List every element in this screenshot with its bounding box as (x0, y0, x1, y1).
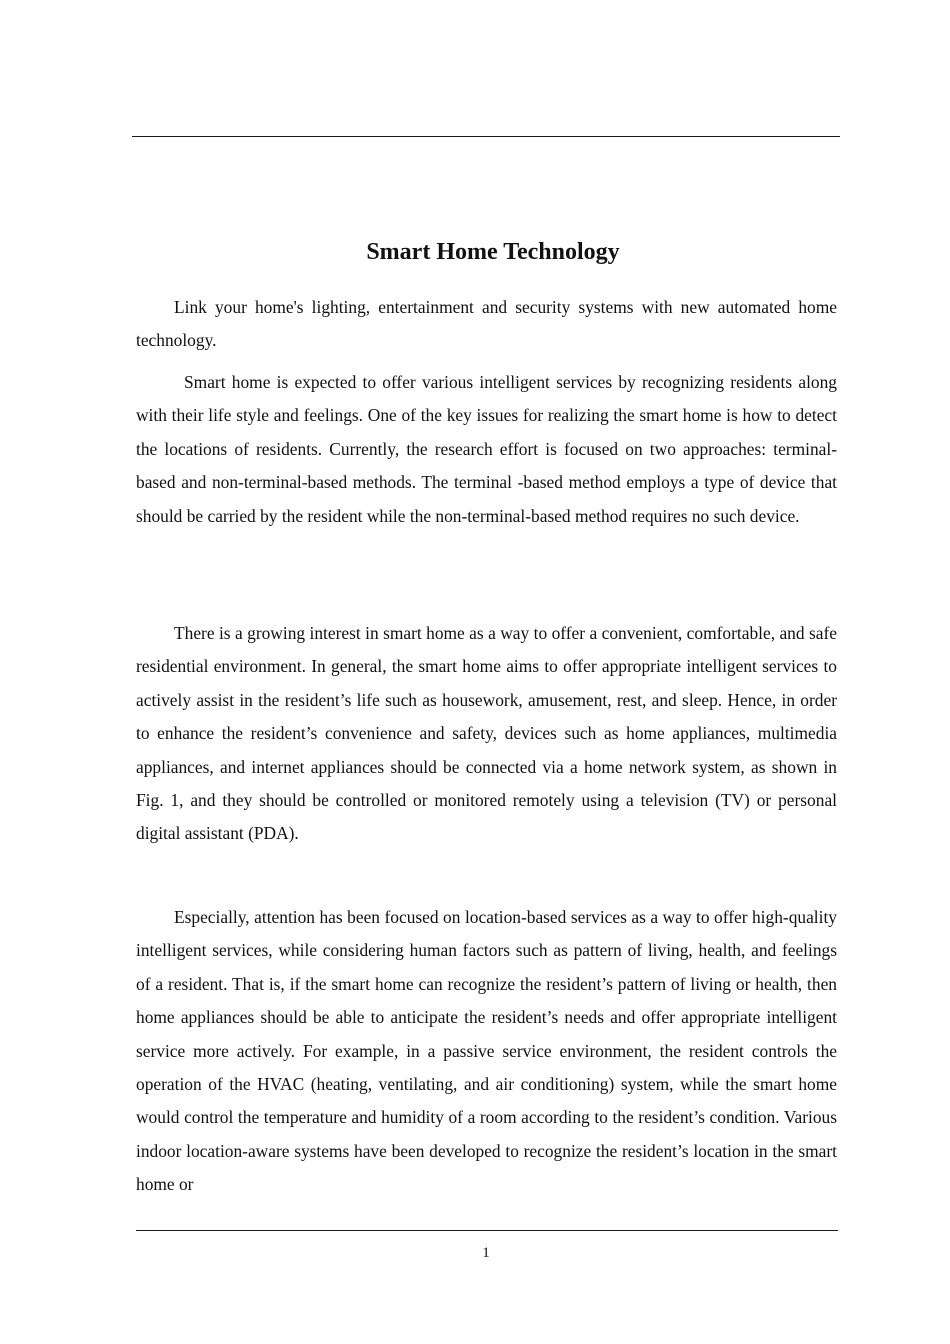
paragraph-location-services: Especially, attention has been focused on location-based services as a way to offer high-quality intelligent services, while considering human factors such as pattern of living, health, and feelings of a resident. That is, if the smart home can recognize the resident’s pattern of living or health, then home appliances should be able to anticipate the resident’s needs and offer appropriate intelligent service more actively. For example, in a passive service environment, the resident controls the operation of the HVAC (heating, ventilating, and air conditioning) system, while the smart home would control the temperature and humidity of a room according to the resident’s condition. Various indoor location-aware systems have been developed to recognize the resident’s location in the smart home or (136, 907, 837, 1195)
page-number: 1 (482, 1245, 490, 1261)
footer-rule (136, 1230, 838, 1231)
paragraph-intro: Link your home's lighting, entertainment and security systems with new automated home technology. (136, 297, 837, 351)
page-title: Smart Home Technology (366, 239, 620, 266)
paragraph-interest: There is a growing interest in smart home as a way to offer a convenient, comfortable, and safe residential environment. In general, the smart home aims to offer appropriate intelligent services to actively assist in the resident’s life such as housework, amusement, rest, and sleep. Hence, in order to enhance the resident’s convenience and safety, devices such as home appliances, multimedia appliances, and internet appliances should be connected via a home network system, as shown in Fig. 1, and they should be controlled or monitored remotely using a television (TV) or personal digital assistant (PDA). (136, 623, 837, 844)
paragraph-overview: Smart home is expected to offer various intelligent services by recognizing residents along with their life style and feelings. One of the key issues for realizing the smart home is how to detect the locations of residents. Currently, the research effort is focused on two approaches: terminal-based and non-terminal-based methods. The terminal -based method employs a type of device that should be carried by the resident while the non-terminal-based method requires no such device. (136, 372, 837, 526)
header-rule (132, 136, 840, 137)
